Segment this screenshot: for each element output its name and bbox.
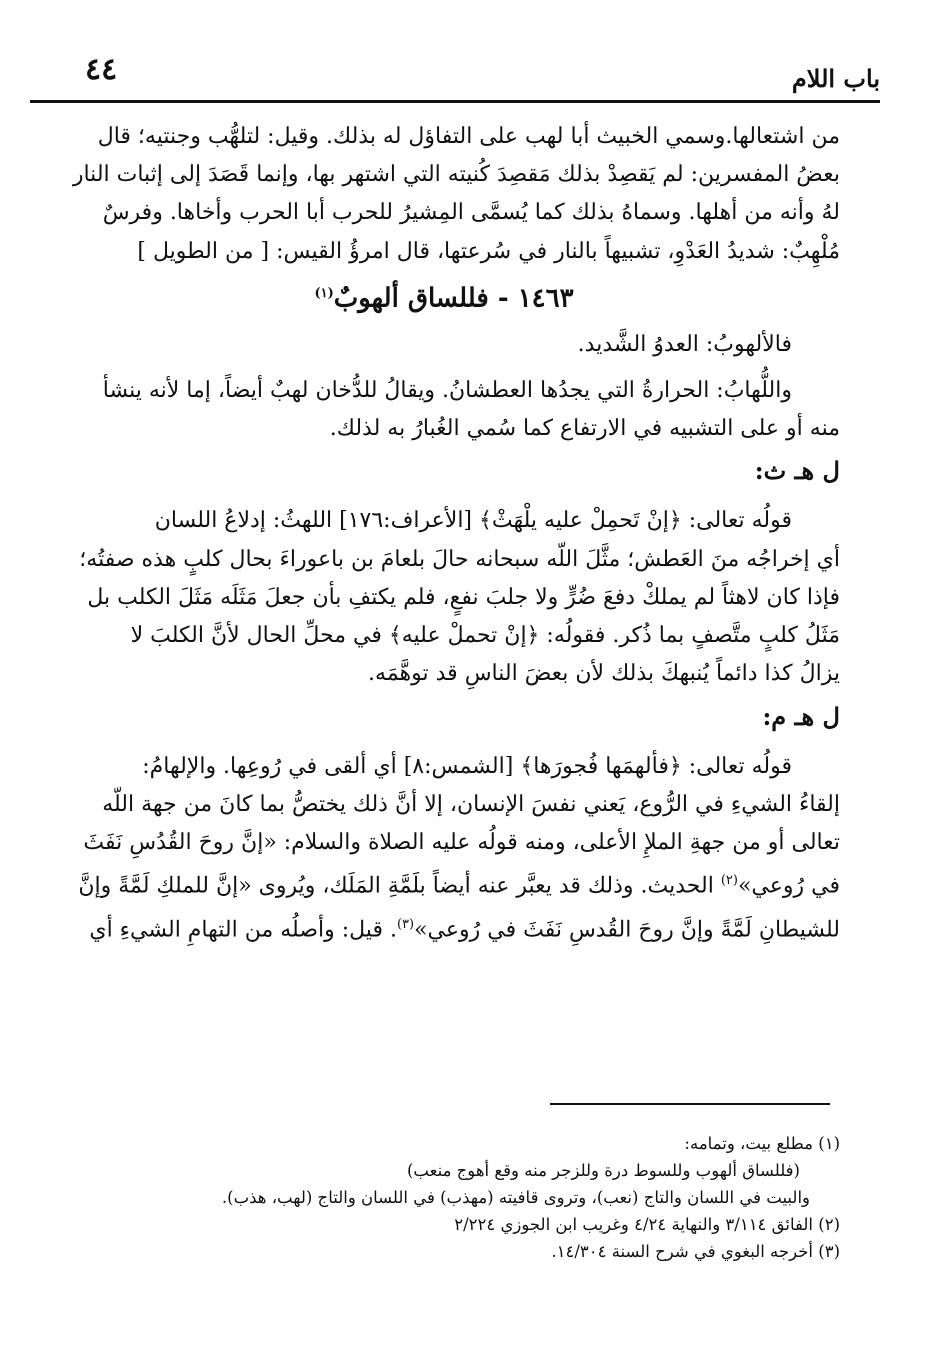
text-line: مُلْهِبٌ: شديدُ العَدْوِ، تشبيهاً بالنار في سُرعتها، قال امرؤُ القيس: [ من الطويل ] bbox=[137, 238, 840, 264]
verse-citation bbox=[48, 275, 840, 318]
text-line: لهُ وأنه من أهلها. وسماهُ بذلك كما يُسمَّى المِشيرُ للحرب أبا الحرب وأخاها. وفرسٌ bbox=[102, 200, 840, 226]
text-span: للشيطانِ لَمَّةً وإنَّ روحَ القُدسِ نَفَثَ في رُوعي» bbox=[414, 917, 840, 943]
text-line: بعضُ المفسرين: لم يَقصِدْ بذلك مَقصِدَ كُنيته التي اشتهر بها، وإنما قَصَدَ إلى إثبات النار bbox=[72, 162, 840, 188]
text-line: من اشتعالها.وسمي الخبيث أبا لهب على التفاؤل له بذلك. وقيل: لتلهُّب وجنتيه؛ قال bbox=[97, 124, 840, 149]
text-line: فإذا كان لاهثاً لم يملكْ دفعَ ضُرٍّ ولا جلبَ نفعٍ، فلم يكتفِ بأن جعلَ مَثَلَه مَثَلَ الكلب بل bbox=[87, 584, 840, 610]
footnote-ref: (٢) bbox=[720, 873, 738, 889]
footnote-divider bbox=[550, 1103, 830, 1105]
text-line: أي إخراجُه منَ العَطش؛ مثَّلَ اللّه سبحانه حالَ بلعامَ بن باعوراءَ بحال كلبٍ هذه صفتُه؛ bbox=[79, 546, 840, 572]
text-line bbox=[48, 862, 840, 906]
footnote: (٢) الفائق ٣/١١٤ والنهاية ٤/٢٤ وغريب ابن الجوزي ٢/٢٢٤ bbox=[454, 1215, 840, 1234]
text-span: في رُوعي» bbox=[737, 873, 840, 899]
text-line: مَثَلُ كلبٍ متَّصفٍ بما ذُكر. فقولُه: ﴿إنْ تحملْ عليه﴾ في محلِّ الحال لأنَّ الكلبَ لا bbox=[130, 623, 840, 649]
footnote: والبيت في اللسان والتاج (نعب)، وتروى قافيته (مهذب) في اللسان والتاج (لهب، هذب). bbox=[221, 1188, 810, 1207]
entry-heading: ل هـ م: bbox=[762, 701, 840, 731]
text-line: قولُه تعالى: ﴿فألهمَها فُجورَها﴾ [الشمس:٨] أي ألقى في رُوعِها. والإلهامُ: bbox=[142, 753, 792, 779]
footnote: (١) مطلع بيت، وتمامه: bbox=[684, 1134, 840, 1153]
footnote-ref: (٣) bbox=[396, 916, 415, 932]
text-line: منه أو على التشبيه في الارتفاع كما سُمي الغُبارُ به لذلك. bbox=[329, 416, 840, 442]
main-text bbox=[48, 118, 840, 949]
text-line: تعالى أو من جهةِ الملإِ الأعلى، ومنه قولُه عليه الصلاة والسلام: «إنَّ روحَ القُدُسِ نَفَثَ bbox=[83, 830, 840, 856]
text-line bbox=[48, 906, 840, 950]
text-span: . قيل: وأصلُه من التهامِ الشيءِ أي bbox=[89, 917, 397, 943]
verse-number: ١٤٦٣ - bbox=[497, 283, 574, 314]
footnote: (٣) أخرجه البغوي في شرح السنة ١٤/٣٠٤. bbox=[551, 1242, 840, 1261]
text-line: فالألهوبُ: العدوُ الشَّديد. bbox=[577, 331, 792, 357]
text-line: إلقاءُ الشيءِ في الرُّوع، يَعني نفسَ الإنسان، إلا أنَّ ذلك يختصُّ بما كانَ من جهة اللّه bbox=[102, 791, 840, 817]
text-line: واللُّهابُ: الحرارةُ التي يجدُها العطشانُ. ويقالُ للدُّخان لهبٌ أيضاً، إما لأنه ينشأ bbox=[102, 377, 792, 403]
verse-text: فللساق ألهوبٌ bbox=[333, 283, 489, 314]
page-number: ٤٤ bbox=[85, 52, 118, 87]
footnotes bbox=[80, 1130, 840, 1265]
page-header bbox=[30, 52, 880, 103]
text-line: قولُه تعالى: ﴿إنْ تَحمِلْ عليه يلْهَثْ﴾ [الأعراف:١٧٦] اللهثُ: إدلاعُ اللسان bbox=[154, 508, 792, 534]
section-title: باب اللام bbox=[791, 64, 880, 93]
entry-heading: ل هـ ث: bbox=[754, 456, 840, 486]
text-line: يزالُ كذا دائماً يُنبهكَ بذلك لأن بعضَ الناسِ قد توهَّمَه. bbox=[368, 661, 840, 687]
text-span: الحديث. وذلك قد يعبَّر عنه أيضاً بلَمَّةِ المَلَك، ويُروى «إنَّ للملكِ لَمَّةً وإنَّ bbox=[78, 873, 721, 899]
footnote-poem: (فللساق ألهوب وللسوط درة وللزجر منه وقع أهوج منعب) bbox=[407, 1161, 800, 1180]
footnote-ref: (١) bbox=[314, 285, 334, 301]
